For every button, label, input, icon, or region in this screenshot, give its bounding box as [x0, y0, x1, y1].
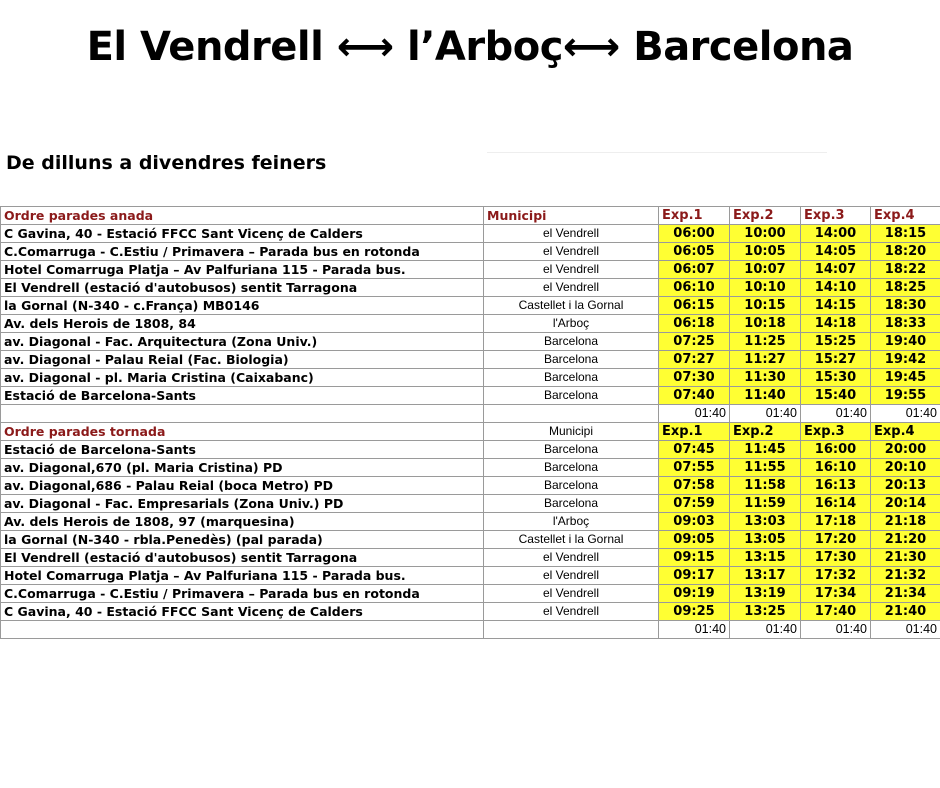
municipi-name: Barcelona: [484, 495, 659, 513]
table-row: [1, 387, 940, 405]
departure-time: 11:40: [730, 387, 801, 405]
table-row: [1, 441, 940, 459]
municipi-name: el Vendrell: [484, 225, 659, 243]
table-row: [1, 567, 940, 585]
departure-time: 16:13: [801, 477, 871, 495]
municipi-name: el Vendrell: [484, 567, 659, 585]
municipi-name: Barcelona: [484, 369, 659, 387]
table-row: [1, 549, 940, 567]
departure-time: 09:03: [659, 513, 730, 531]
trip-duration: 01:40: [659, 405, 730, 423]
stop-name: av. Diagonal - Fac. Empresarials (Zona Univ.) PD: [1, 495, 484, 513]
divider: [487, 152, 827, 153]
stop-name: El Vendrell (estació d'autobusos) sentit Tarragona: [1, 549, 484, 567]
departure-time: 13:19: [730, 585, 801, 603]
municipi-name: el Vendrell: [484, 603, 659, 621]
departure-time: 13:03: [730, 513, 801, 531]
stop-name: Av. dels Herois de 1808, 97 (marquesina): [1, 513, 484, 531]
municipi-name: el Vendrell: [484, 261, 659, 279]
municipi-name: Barcelona: [484, 387, 659, 405]
departure-time: 21:32: [871, 567, 940, 585]
municipi-name: el Vendrell: [484, 279, 659, 297]
departure-time: 11:58: [730, 477, 801, 495]
outbound-duration-row: [1, 405, 940, 423]
departure-time: 18:33: [871, 315, 940, 333]
departure-time: 19:42: [871, 351, 940, 369]
empty-cell: [1, 405, 484, 423]
departure-time: 07:27: [659, 351, 730, 369]
departure-time: 17:30: [801, 549, 871, 567]
departure-time: 07:59: [659, 495, 730, 513]
departure-time: 07:55: [659, 459, 730, 477]
departure-time: 10:10: [730, 279, 801, 297]
stop-name: C.Comarruga - C.Estiu / Primavera – Parada bus en rotonda: [1, 585, 484, 603]
schedule-subtitle: De dilluns a divendres feiners: [6, 152, 327, 174]
exp-header: Exp.3: [801, 207, 871, 225]
municipi-name: el Vendrell: [484, 585, 659, 603]
departure-time: 06:10: [659, 279, 730, 297]
table-row: [1, 531, 940, 549]
departure-time: 11:45: [730, 441, 801, 459]
table-row: [1, 279, 940, 297]
table-row: [1, 513, 940, 531]
departure-time: 09:15: [659, 549, 730, 567]
departure-time: 21:30: [871, 549, 940, 567]
departure-time: 21:34: [871, 585, 940, 603]
departure-time: 09:25: [659, 603, 730, 621]
departure-time: 16:00: [801, 441, 871, 459]
stop-name: Estació de Barcelona-Sants: [1, 441, 484, 459]
stop-name: av. Diagonal,670 (pl. Maria Cristina) PD: [1, 459, 484, 477]
departure-time: 14:18: [801, 315, 871, 333]
departure-time: 09:17: [659, 567, 730, 585]
departure-time: 14:15: [801, 297, 871, 315]
municipi-header: Municipi: [484, 423, 659, 441]
empty-cell: [484, 621, 659, 639]
trip-duration: 01:40: [871, 621, 940, 639]
departure-time: 06:00: [659, 225, 730, 243]
departure-time: 21:40: [871, 603, 940, 621]
departure-time: 10:05: [730, 243, 801, 261]
departure-time: 18:22: [871, 261, 940, 279]
departure-time: 14:05: [801, 243, 871, 261]
departure-time: 10:15: [730, 297, 801, 315]
departure-time: 15:40: [801, 387, 871, 405]
departure-time: 15:27: [801, 351, 871, 369]
departure-time: 17:18: [801, 513, 871, 531]
table-row: [1, 315, 940, 333]
exp-header: Exp.3: [801, 423, 871, 441]
departure-time: 06:05: [659, 243, 730, 261]
municipi-name: el Vendrell: [484, 243, 659, 261]
departure-time: 11:30: [730, 369, 801, 387]
departure-time: 17:32: [801, 567, 871, 585]
table-row: [1, 261, 940, 279]
table-row: [1, 297, 940, 315]
departure-time: 14:00: [801, 225, 871, 243]
stop-name: la Gornal (N-340 - rbla.Penedès) (pal parada): [1, 531, 484, 549]
departure-time: 13:15: [730, 549, 801, 567]
trip-duration: 01:40: [730, 405, 801, 423]
departure-time: 18:30: [871, 297, 940, 315]
trip-duration: 01:40: [730, 621, 801, 639]
empty-cell: [484, 405, 659, 423]
trip-duration: 01:40: [659, 621, 730, 639]
municipi-name: Barcelona: [484, 477, 659, 495]
departure-time: 13:25: [730, 603, 801, 621]
municipi-name: Castellet i la Gornal: [484, 297, 659, 315]
return-duration-row: [1, 621, 940, 639]
departure-time: 10:00: [730, 225, 801, 243]
departure-time: 18:15: [871, 225, 940, 243]
exp-header: Exp.4: [871, 423, 940, 441]
municipi-name: Barcelona: [484, 459, 659, 477]
empty-cell: [1, 621, 484, 639]
departure-time: 10:07: [730, 261, 801, 279]
stop-name: Hotel Comarruga Platja – Av Palfuriana 115 - Parada bus.: [1, 567, 484, 585]
trip-duration: 01:40: [871, 405, 940, 423]
municipi-header: Municipi: [484, 207, 659, 225]
departure-time: 07:25: [659, 333, 730, 351]
exp-header: Exp.1: [659, 207, 730, 225]
departure-time: 13:17: [730, 567, 801, 585]
departure-time: 21:20: [871, 531, 940, 549]
table-row: [1, 459, 940, 477]
departure-time: 09:19: [659, 585, 730, 603]
departure-time: 18:20: [871, 243, 940, 261]
stop-name: C Gavina, 40 - Estació FFCC Sant Vicenç de Calders: [1, 225, 484, 243]
stops-header: Ordre parades tornada: [1, 423, 484, 441]
stop-name: C.Comarruga - C.Estiu / Primavera – Parada bus en rotonda: [1, 243, 484, 261]
stop-name: Estació de Barcelona-Sants: [1, 387, 484, 405]
departure-time: 06:15: [659, 297, 730, 315]
departure-time: 07:45: [659, 441, 730, 459]
departure-time: 20:14: [871, 495, 940, 513]
departure-time: 07:58: [659, 477, 730, 495]
departure-time: 13:05: [730, 531, 801, 549]
table-row: [1, 225, 940, 243]
stop-name: av. Diagonal - Fac. Arquitectura (Zona Univ.): [1, 333, 484, 351]
departure-time: 17:20: [801, 531, 871, 549]
departure-time: 14:07: [801, 261, 871, 279]
exp-header: Exp.2: [730, 207, 801, 225]
departure-time: 06:07: [659, 261, 730, 279]
departure-time: 17:34: [801, 585, 871, 603]
departure-time: 20:10: [871, 459, 940, 477]
departure-time: 09:05: [659, 531, 730, 549]
departure-time: 19:55: [871, 387, 940, 405]
return-header-row: [1, 423, 940, 441]
municipi-name: Castellet i la Gornal: [484, 531, 659, 549]
trip-duration: 01:40: [801, 621, 871, 639]
stop-name: av. Diagonal,686 - Palau Reial (boca Metro) PD: [1, 477, 484, 495]
stop-name: av. Diagonal - Palau Reial (Fac. Biologia): [1, 351, 484, 369]
table-row: [1, 351, 940, 369]
departure-time: 20:13: [871, 477, 940, 495]
table-row: [1, 369, 940, 387]
departure-time: 15:30: [801, 369, 871, 387]
stop-name: El Vendrell (estació d'autobusos) sentit Tarragona: [1, 279, 484, 297]
departure-time: 21:18: [871, 513, 940, 531]
stops-header: Ordre parades anada: [1, 207, 484, 225]
stop-name: Hotel Comarruga Platja – Av Palfuriana 115 - Parada bus.: [1, 261, 484, 279]
departure-time: 10:18: [730, 315, 801, 333]
table-row: [1, 243, 940, 261]
exp-header: Exp.1: [659, 423, 730, 441]
departure-time: 16:10: [801, 459, 871, 477]
departure-time: 07:30: [659, 369, 730, 387]
departure-time: 07:40: [659, 387, 730, 405]
departure-time: 19:45: [871, 369, 940, 387]
table-row: [1, 603, 940, 621]
timetable: [0, 206, 940, 639]
departure-time: 20:00: [871, 441, 940, 459]
municipi-name: el Vendrell: [484, 549, 659, 567]
departure-time: 11:27: [730, 351, 801, 369]
table-row: [1, 585, 940, 603]
outbound-header-row: [1, 207, 940, 225]
table-row: [1, 495, 940, 513]
stop-name: la Gornal (N-340 - c.França) MB0146: [1, 297, 484, 315]
municipi-name: Barcelona: [484, 441, 659, 459]
municipi-name: Barcelona: [484, 333, 659, 351]
municipi-name: l'Arboç: [484, 513, 659, 531]
municipi-name: Barcelona: [484, 351, 659, 369]
departure-time: 11:55: [730, 459, 801, 477]
departure-time: 16:14: [801, 495, 871, 513]
municipi-name: l'Arboç: [484, 315, 659, 333]
stop-name: av. Diagonal - pl. Maria Cristina (Caixabanc): [1, 369, 484, 387]
departure-time: 18:25: [871, 279, 940, 297]
departure-time: 15:25: [801, 333, 871, 351]
trip-duration: 01:40: [801, 405, 871, 423]
departure-time: 19:40: [871, 333, 940, 351]
exp-header: Exp.2: [730, 423, 801, 441]
stop-name: Av. dels Herois de 1808, 84: [1, 315, 484, 333]
stop-name: C Gavina, 40 - Estació FFCC Sant Vicenç de Calders: [1, 603, 484, 621]
page-title: El Vendrell ⟷ l’Arboç⟷ Barcelona: [86, 24, 854, 70]
departure-time: 11:25: [730, 333, 801, 351]
table-row: [1, 477, 940, 495]
departure-time: 17:40: [801, 603, 871, 621]
departure-time: 11:59: [730, 495, 801, 513]
table-row: [1, 333, 940, 351]
exp-header: Exp.4: [871, 207, 940, 225]
departure-time: 06:18: [659, 315, 730, 333]
departure-time: 14:10: [801, 279, 871, 297]
